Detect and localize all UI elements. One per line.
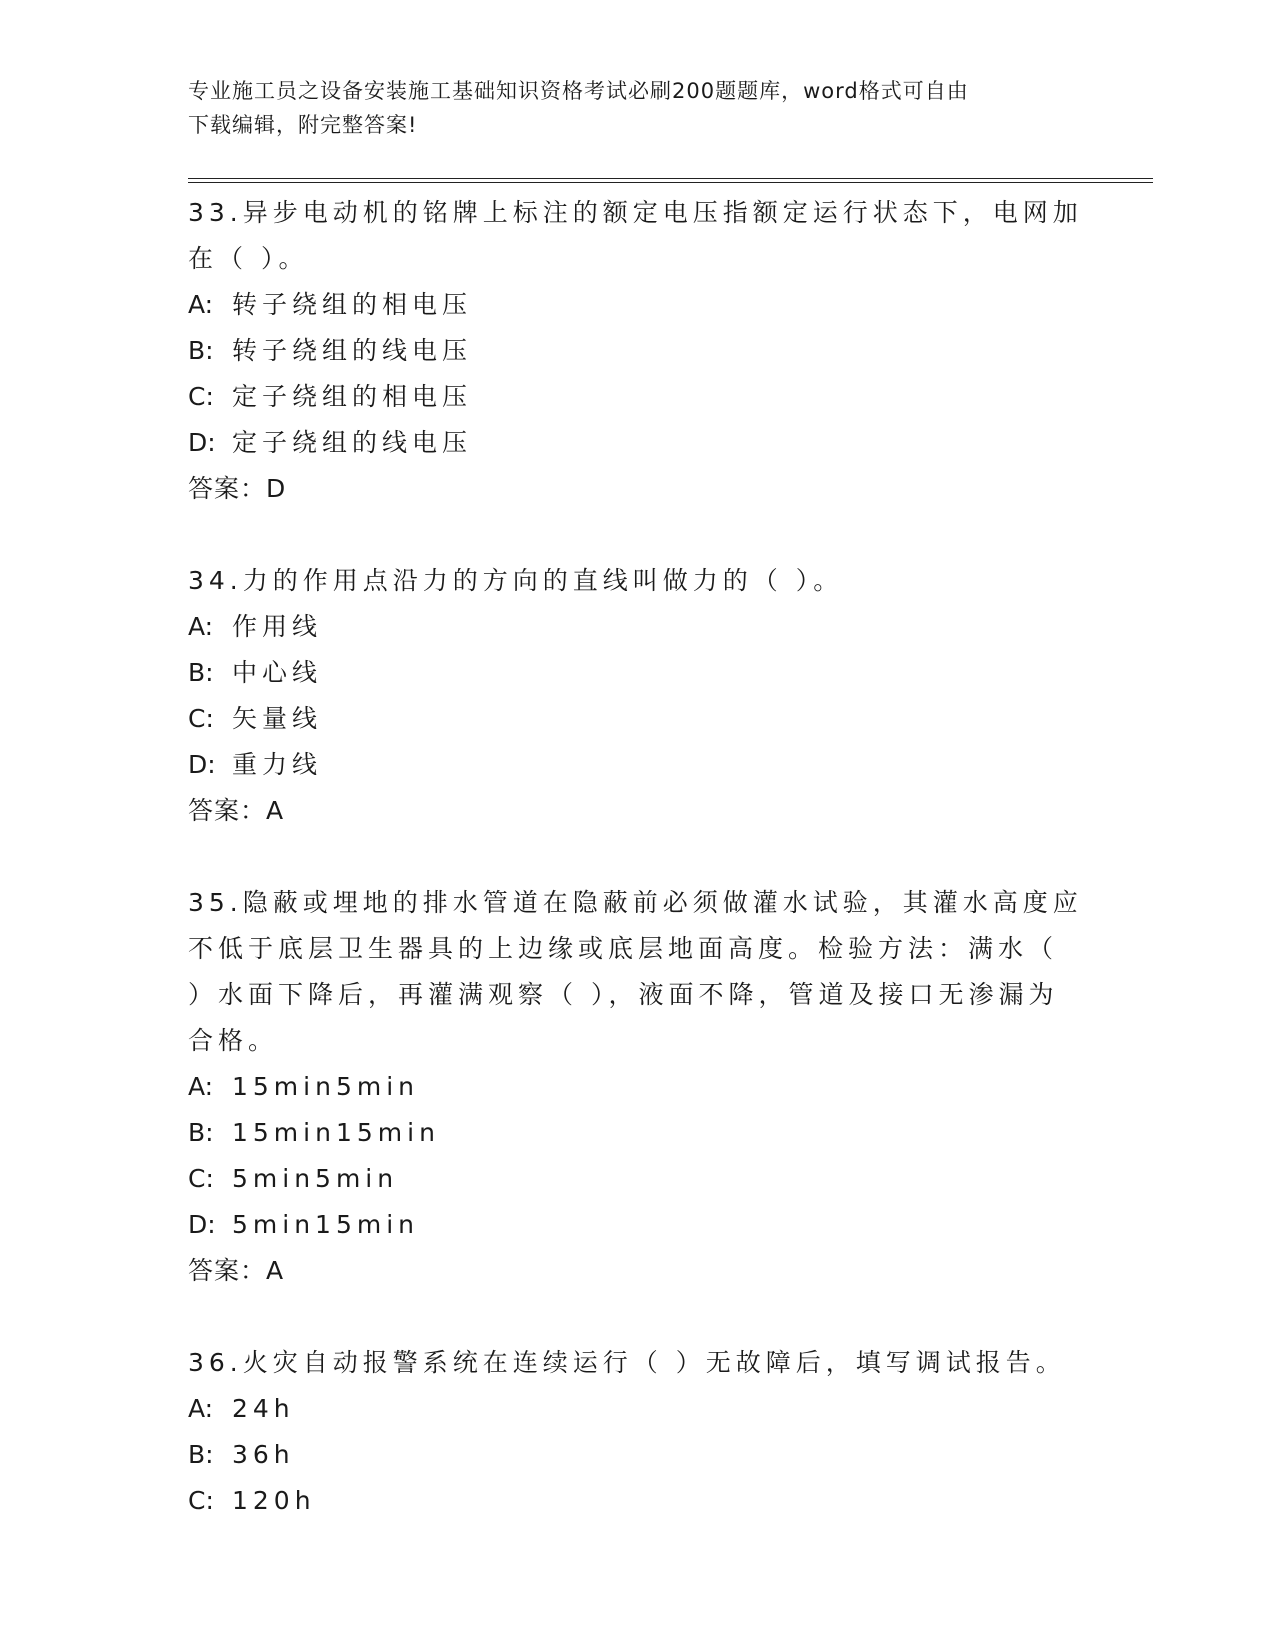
header-line-2: 下载编辑，附完整答案!	[188, 113, 418, 137]
answer-line: 答案：D	[188, 474, 287, 503]
option-a	[188, 282, 1088, 328]
option-letter: B:	[188, 1440, 214, 1469]
option-b	[188, 1110, 1088, 1156]
option-b	[188, 650, 1088, 696]
question-list	[188, 190, 1088, 1570]
option-letter: B:	[188, 658, 214, 687]
option-letter: C:	[188, 1486, 214, 1515]
option-text: 5min15min	[232, 1210, 420, 1239]
option-letter: A:	[188, 612, 214, 641]
answer-line: 答案：A	[188, 1256, 285, 1285]
option-letter: D:	[188, 428, 216, 457]
option-b	[188, 328, 1088, 374]
option-text: 重力线	[232, 750, 323, 779]
option-c	[188, 374, 1088, 420]
option-letter: D:	[188, 750, 216, 779]
option-a	[188, 604, 1088, 650]
option-letter: C:	[188, 382, 214, 411]
option-d	[188, 742, 1088, 788]
option-letter: A:	[188, 1394, 214, 1423]
option-a	[188, 1386, 1088, 1432]
option-text: 120h	[232, 1486, 316, 1515]
option-text: 中心线	[232, 658, 323, 687]
option-text: 15min15min	[232, 1118, 440, 1147]
option-text: 24h	[232, 1394, 295, 1423]
question-stem: 34.力的作用点沿力的方向的直线叫做力的（ ）。	[188, 566, 844, 595]
question-stem: 33.异步电动机的铭牌上标注的额定电压指额定运行状态下，电网加在（ ）。	[188, 198, 1083, 273]
question-stem: 36.火灾自动报警系统在连续运行（ ）无故障后，填写调试报告。	[188, 1348, 1066, 1377]
option-letter: B:	[188, 1118, 214, 1147]
option-c	[188, 1478, 1088, 1524]
question-35	[188, 880, 1088, 1294]
document-header	[188, 74, 1068, 142]
option-letter: C:	[188, 1164, 214, 1193]
option-a	[188, 1064, 1088, 1110]
header-line-1: 专业施工员之设备安装施工基础知识资格考试必刷200题题库，word格式可自由	[188, 79, 969, 103]
question-34	[188, 558, 1088, 834]
option-text: 转子绕组的线电压	[232, 336, 473, 365]
question-36	[188, 1340, 1088, 1524]
option-letter: A:	[188, 290, 214, 319]
option-text: 36h	[232, 1440, 295, 1469]
answer-line: 答案：A	[188, 796, 285, 825]
option-text: 15min5min	[232, 1072, 420, 1101]
option-letter: C:	[188, 704, 214, 733]
option-d	[188, 1202, 1088, 1248]
option-letter: D:	[188, 1210, 216, 1239]
option-d	[188, 420, 1088, 466]
option-text: 5min5min	[232, 1164, 399, 1193]
question-33	[188, 190, 1088, 512]
option-text: 作用线	[232, 612, 323, 641]
option-c	[188, 1156, 1088, 1202]
option-text: 矢量线	[232, 704, 323, 733]
option-text: 定子绕组的线电压	[232, 428, 473, 457]
option-text: 定子绕组的相电压	[232, 382, 473, 411]
option-text: 转子绕组的相电压	[232, 290, 473, 319]
question-stem: 35.隐蔽或埋地的排水管道在隐蔽前必须做灌水试验，其灌水高度应不低于底层卫生器具的上边缘或底层地面高度。检验方法：满水（ ）水面下降后，再灌满观察（ ），液面不降，管道及接口无渗漏为合格。	[188, 888, 1083, 1055]
option-letter: B:	[188, 336, 214, 365]
option-c	[188, 696, 1088, 742]
option-b	[188, 1432, 1088, 1478]
header-divider	[188, 178, 1153, 183]
option-letter: A:	[188, 1072, 214, 1101]
